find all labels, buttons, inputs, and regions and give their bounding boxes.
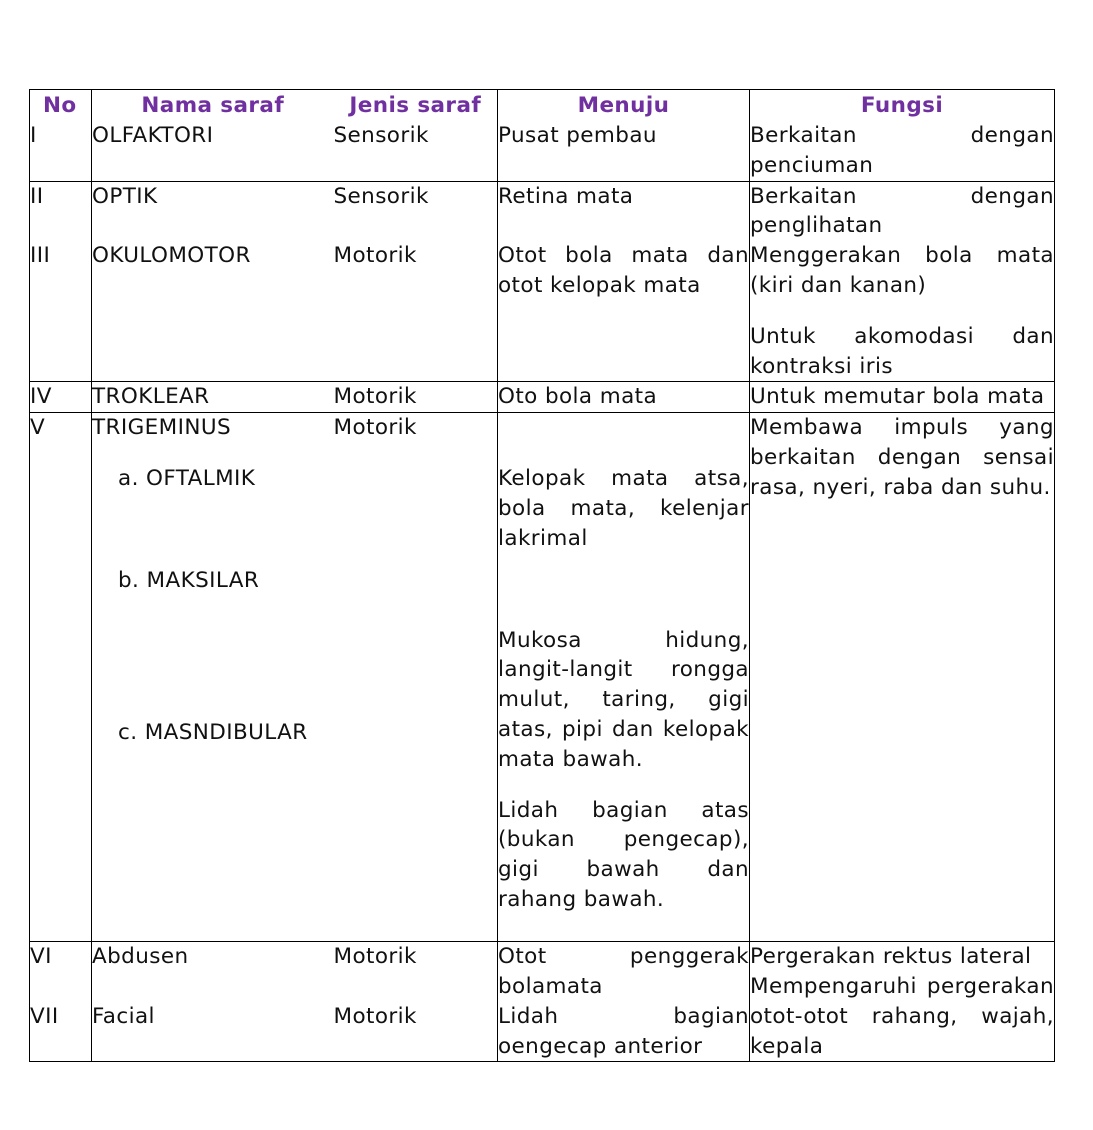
- row-nama-saraf: OLFAKTORI: [92, 121, 334, 181]
- header-no: No: [30, 90, 92, 122]
- nerve-target: Kelopak mata atsa, bola mata, kelenjar lakrimal: [498, 466, 749, 551]
- nerve-branch: a. OFTALMIK: [118, 465, 256, 491]
- row-fungsi: Untuk memutar bola mata: [750, 382, 1055, 413]
- nerve-function: Untuk akomodasi dan kontraksi iris: [750, 323, 1054, 379]
- nerve-type: Motorik: [333, 944, 417, 970]
- nerve-type: Sensorik: [333, 183, 429, 209]
- nerve-function: Pergerakan rektus lateral: [750, 944, 1032, 970]
- nerve-target: Otot bola mata dan otot kelopak mata: [498, 243, 749, 299]
- row-no-value: II: [30, 183, 44, 209]
- row-jenis-saraf: [334, 942, 498, 1062]
- row-nama-saraf: [92, 413, 334, 942]
- table-row: [30, 181, 1055, 382]
- nerve-type: Motorik: [333, 243, 417, 269]
- table-header-row: [30, 90, 1055, 122]
- row-no: I: [30, 121, 92, 181]
- row-no-value: III: [30, 243, 51, 269]
- row-jenis-saraf: Motorik: [334, 413, 498, 942]
- row-fungsi: Berkaitan dengan penciuman: [750, 121, 1055, 181]
- nerve-function: Mempengaruhi pergerakan otot-otot rahang, wajah, kepala: [750, 973, 1054, 1059]
- row-fungsi: Membawa impuls yang berkaitan dengan sensai rasa, nyeri, raba dan suhu.: [750, 413, 1055, 942]
- header-jenis-saraf: Jenis saraf: [334, 90, 498, 122]
- nerve-target: Otot penggerak bolamata: [498, 944, 749, 999]
- table-row: [30, 382, 1055, 413]
- nerve-name: Abdusen: [92, 944, 189, 970]
- row-nama-saraf: [92, 181, 334, 382]
- row-no: [30, 942, 92, 1062]
- row-no-value: VII: [30, 1003, 59, 1029]
- row-menuju: [498, 942, 750, 1062]
- nerve-name: OKULOMOTOR: [92, 243, 251, 269]
- row-nama-saraf: [92, 942, 334, 1062]
- nerve-name: Facial: [92, 1003, 155, 1029]
- cranial-nerve-table: [29, 89, 1055, 1062]
- row-jenis-saraf: Sensorik: [334, 121, 498, 181]
- header-menuju: Menuju: [498, 90, 750, 122]
- header-fungsi: Fungsi: [750, 90, 1055, 122]
- table-row: [30, 121, 1055, 181]
- nerve-target: Lidah bagian atas (bukan pengecap), gigi bawah dan rahang bawah.: [498, 797, 749, 912]
- row-nama-saraf: TROKLEAR: [92, 382, 334, 413]
- row-menuju: [498, 413, 750, 942]
- nerve-target: Mukosa hidung, langit-langit rongga mulut, taring, gigi atas, pipi dan kelopak mata bawah.: [498, 627, 749, 772]
- table-row: [30, 942, 1055, 1062]
- nerve-target: Retina mata: [498, 183, 634, 209]
- row-jenis-saraf: Motorik: [334, 382, 498, 413]
- nerve-function: Menggerakan bola mata (kiri dan kanan): [750, 243, 1054, 298]
- nerve-name: OPTIK: [92, 183, 158, 209]
- header-nama-saraf: Nama saraf: [92, 90, 334, 122]
- nerve-branch: b. MAKSILAR: [118, 567, 260, 593]
- table-row: [30, 413, 1055, 942]
- row-no: IV: [30, 382, 92, 413]
- row-no-value: VI: [30, 944, 52, 970]
- row-jenis-saraf: [334, 181, 498, 382]
- row-menuju: Pusat pembau: [498, 121, 750, 181]
- row-menuju: [498, 181, 750, 382]
- nerve-branch: c. MASNDIBULAR: [118, 719, 308, 745]
- row-fungsi: [750, 942, 1055, 1062]
- row-no: V: [30, 413, 92, 942]
- row-no: [30, 181, 92, 382]
- document-page: [29, 89, 1054, 1062]
- nerve-function: Berkaitan dengan penglihatan: [750, 183, 1054, 239]
- row-fungsi: [750, 181, 1055, 382]
- nerve-name: TRIGEMINUS: [92, 415, 232, 441]
- nerve-target: Lidah bagian oengecap anterior: [498, 1003, 749, 1059]
- nerve-type: Motorik: [333, 1003, 417, 1029]
- row-menuju: Oto bola mata: [498, 382, 750, 413]
